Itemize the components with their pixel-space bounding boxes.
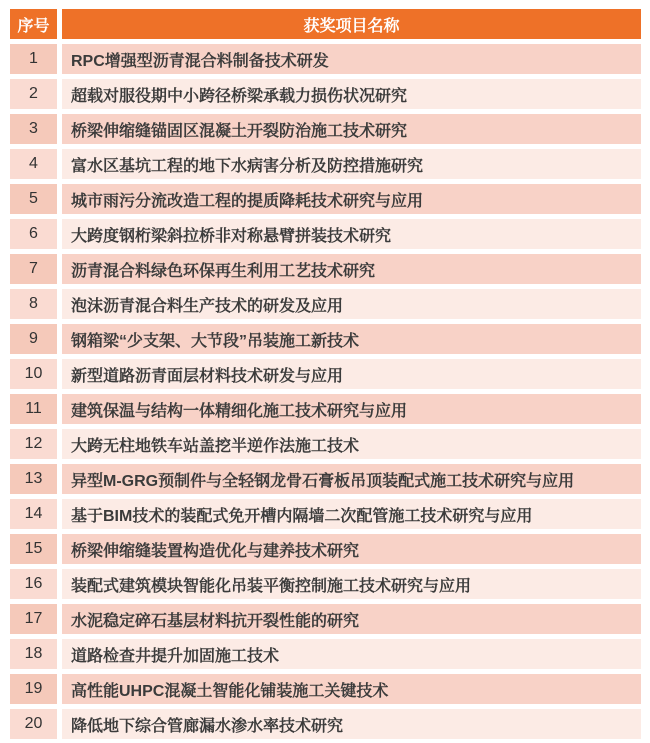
table-row — [10, 44, 641, 74]
table-row — [10, 429, 641, 459]
project-name: 富水区基坑工程的地下水病害分析及防控措施研究 — [62, 149, 641, 179]
table-row — [10, 324, 641, 354]
award-projects-table — [10, 9, 641, 739]
row-number: 1 — [10, 44, 57, 74]
row-number: 11 — [10, 394, 57, 424]
project-name: 大跨无柱地铁车站盖挖半逆作法施工技术 — [62, 429, 641, 459]
table-row — [10, 184, 641, 214]
project-name: 高性能UHPC混凝土智能化铺装施工关键技术 — [62, 674, 641, 704]
header-cell-project-name: 获奖项目名称 — [62, 9, 641, 39]
table-row — [10, 674, 641, 704]
row-number: 14 — [10, 499, 57, 529]
row-number: 7 — [10, 254, 57, 284]
row-number: 19 — [10, 674, 57, 704]
table-row — [10, 254, 641, 284]
row-number: 4 — [10, 149, 57, 179]
table-row — [10, 114, 641, 144]
row-number: 6 — [10, 219, 57, 249]
project-name: 新型道路沥青面层材料技术研发与应用 — [62, 359, 641, 389]
row-number: 20 — [10, 709, 57, 739]
project-name: 钢箱梁“少支架、大节段”吊装施工新技术 — [62, 324, 641, 354]
row-number: 10 — [10, 359, 57, 389]
table-row — [10, 219, 641, 249]
project-name: 降低地下综合管廊漏水渗水率技术研究 — [62, 709, 641, 739]
table-body — [10, 44, 641, 739]
table-row — [10, 464, 641, 494]
project-name: 超载对服役期中小跨径桥梁承载力损伤状况研究 — [62, 79, 641, 109]
table-row — [10, 499, 641, 529]
row-number: 5 — [10, 184, 57, 214]
project-name: 大跨度钢桁梁斜拉桥非对称悬臂拼装技术研究 — [62, 219, 641, 249]
project-name: 桥梁伸缩缝装置构造优化与建养技术研究 — [62, 534, 641, 564]
table-row — [10, 709, 641, 739]
row-number: 18 — [10, 639, 57, 669]
row-number: 12 — [10, 429, 57, 459]
row-number: 15 — [10, 534, 57, 564]
project-name: 桥梁伸缩缝锚固区混凝土开裂防治施工技术研究 — [62, 114, 641, 144]
row-number: 3 — [10, 114, 57, 144]
row-number: 2 — [10, 79, 57, 109]
project-name: 基于BIM技术的装配式免开槽内隔墙二次配管施工技术研究与应用 — [62, 499, 641, 529]
table-row — [10, 394, 641, 424]
table-header-row — [10, 9, 641, 39]
header-cell-number: 序号 — [10, 9, 57, 39]
row-number: 13 — [10, 464, 57, 494]
table-row — [10, 639, 641, 669]
row-number: 9 — [10, 324, 57, 354]
project-name: 建筑保温与结构一体精细化施工技术研究与应用 — [62, 394, 641, 424]
table-row — [10, 569, 641, 599]
row-number: 8 — [10, 289, 57, 319]
project-name: 装配式建筑模块智能化吊装平衡控制施工技术研究与应用 — [62, 569, 641, 599]
project-name: 道路检查井提升加固施工技术 — [62, 639, 641, 669]
row-number: 16 — [10, 569, 57, 599]
row-number: 17 — [10, 604, 57, 634]
project-name: 水泥稳定碎石基层材料抗开裂性能的研究 — [62, 604, 641, 634]
table-row — [10, 149, 641, 179]
project-name: 泡沫沥青混合料生产技术的研发及应用 — [62, 289, 641, 319]
table-row — [10, 604, 641, 634]
project-name: 沥青混合料绿色环保再生利用工艺技术研究 — [62, 254, 641, 284]
project-name: 异型M-GRG预制件与全轻钢龙骨石膏板吊顶装配式施工技术研究与应用 — [62, 464, 641, 494]
table-row — [10, 359, 641, 389]
project-name: 城市雨污分流改造工程的提质降耗技术研究与应用 — [62, 184, 641, 214]
table-row — [10, 289, 641, 319]
project-name: RPC增强型沥青混合料制备技术研发 — [62, 44, 641, 74]
table-row — [10, 534, 641, 564]
table-row — [10, 79, 641, 109]
